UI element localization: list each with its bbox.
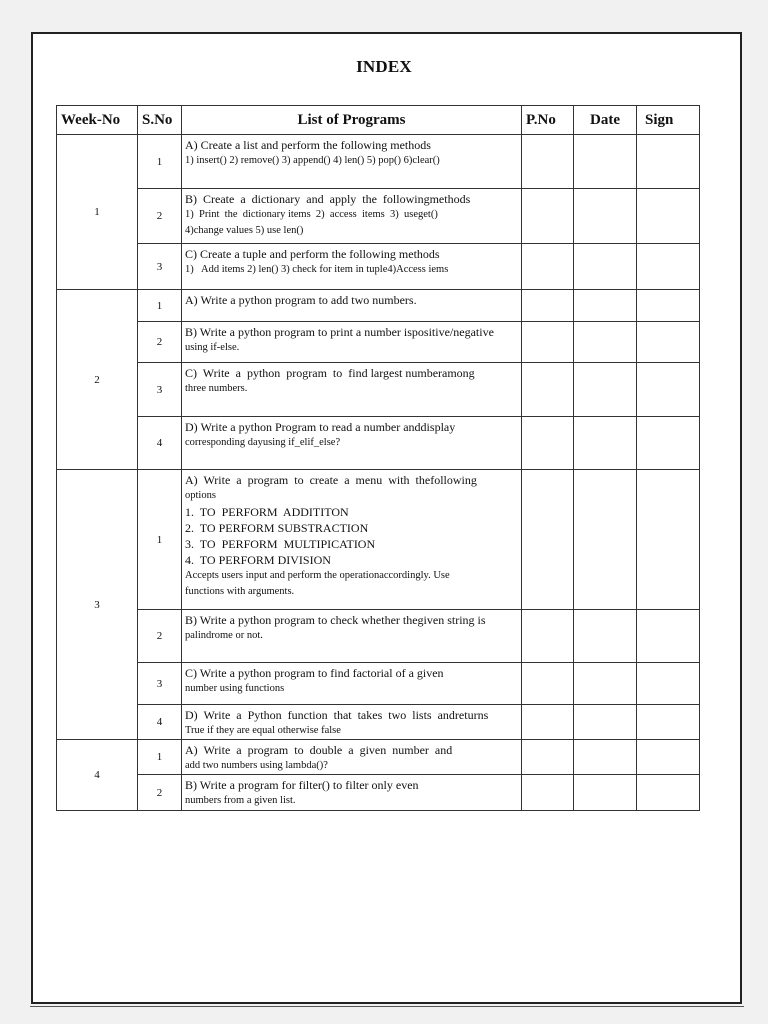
date-cell — [574, 740, 637, 775]
date-cell — [574, 705, 637, 740]
header-p-no: P.No — [522, 106, 574, 135]
table-row — [57, 363, 700, 417]
page-number-cell — [522, 135, 574, 189]
page-number-cell — [522, 417, 574, 470]
date-cell — [574, 322, 637, 363]
page-number-cell — [522, 189, 574, 244]
program-description-cell — [182, 417, 522, 470]
serial-number-cell: 3 — [138, 244, 182, 290]
program-description-cell — [182, 740, 522, 775]
page-number-cell — [522, 322, 574, 363]
date-cell — [574, 244, 637, 290]
program-text-line: options — [185, 490, 216, 501]
program-text-line: B) Create a dictionary and apply the followingmethods — [185, 192, 471, 206]
sign-cell — [637, 775, 700, 811]
program-description-cell — [182, 322, 522, 363]
sign-cell — [637, 135, 700, 189]
sign-cell — [637, 290, 700, 322]
program-description-cell — [182, 663, 522, 705]
date-cell — [574, 363, 637, 417]
week-number-cell: 2 — [57, 290, 138, 470]
sign-cell — [637, 705, 700, 740]
program-text-line: 1. TO PERFORM ADDITITON — [185, 505, 349, 519]
program-text-line: True if they are equal otherwise false — [185, 725, 341, 736]
program-text-line: 1) Print the dictionary items 2) access items 3) useget() — [185, 209, 438, 220]
program-text-line: C) Write a python program to find factorial of a given — [185, 666, 444, 680]
page-number-cell — [522, 705, 574, 740]
program-description-cell — [182, 470, 522, 610]
table-row — [57, 290, 700, 322]
program-text-line: 1) insert() 2) remove() 3) append() 4) len() 5) pop() 6)clear() — [185, 155, 440, 166]
page-number-cell — [522, 740, 574, 775]
date-cell — [574, 470, 637, 610]
date-cell — [574, 610, 637, 663]
page-number-cell — [522, 663, 574, 705]
program-text-line: D) Write a Python function that takes two lists andreturns — [185, 708, 489, 722]
program-text-line: using if-else. — [185, 342, 240, 353]
program-text-line: 3. TO PERFORM MULTIPICATION — [185, 537, 376, 551]
table-row — [57, 322, 700, 363]
program-text-line: 4. TO PERFORM DIVISION — [185, 553, 331, 567]
date-cell — [574, 189, 637, 244]
page-title: INDEX — [356, 57, 412, 76]
date-cell — [574, 135, 637, 189]
header-date: Date — [574, 106, 637, 135]
page-number-cell — [522, 610, 574, 663]
serial-number-cell: 4 — [138, 705, 182, 740]
header-sign: Sign — [637, 106, 700, 135]
program-description-cell — [182, 610, 522, 663]
program-description-cell — [182, 244, 522, 290]
page-number-cell — [522, 775, 574, 811]
program-text-line: B) Write a python program to print a number ispositive/negative — [185, 325, 494, 339]
serial-number-cell: 2 — [138, 322, 182, 363]
table-row — [57, 244, 700, 290]
program-text-line: corresponding dayusing if_elif_else? — [185, 437, 341, 448]
serial-number-cell: 1 — [138, 290, 182, 322]
serial-number-cell: 3 — [138, 663, 182, 705]
program-text-line: A) Write a python program to add two numbers. — [185, 293, 417, 307]
program-text-line: B) Write a python program to check whether thegiven string is — [185, 613, 486, 627]
program-text-line: add two numbers using lambda()? — [185, 760, 328, 771]
program-text-line: functions with arguments. — [185, 586, 295, 597]
sign-cell — [637, 189, 700, 244]
page-bottom-rule — [30, 1006, 744, 1007]
date-cell — [574, 417, 637, 470]
program-text-line: Accepts users input and perform the operationaccordingly. Use — [185, 570, 450, 581]
date-cell — [574, 663, 637, 705]
header-s-no: S.No — [138, 106, 182, 135]
sign-cell — [637, 322, 700, 363]
program-text-line: B) Write a program for filter() to filter only even — [185, 778, 419, 792]
program-text-line: three numbers. — [185, 383, 248, 394]
serial-number-cell: 2 — [138, 775, 182, 811]
table-row — [57, 775, 700, 811]
page-number-cell — [522, 290, 574, 322]
sign-cell — [637, 470, 700, 610]
program-text-line: C) Create a tuple and perform the following methods — [185, 247, 440, 261]
date-cell — [574, 290, 637, 322]
table-row — [57, 610, 700, 663]
sign-cell — [637, 417, 700, 470]
program-text-line: numbers from a given list. — [185, 795, 296, 806]
table-row — [57, 470, 700, 610]
program-text-line: A) Write a program to create a menu with thefollowing — [185, 473, 477, 487]
table-row — [57, 705, 700, 740]
program-text-line: D) Write a python Program to read a number anddisplay — [185, 420, 456, 434]
program-text-line: palindrome or not. — [185, 630, 263, 641]
program-text-line: A) Create a list and perform the following methods — [185, 138, 431, 152]
table-row — [57, 417, 700, 470]
serial-number-cell: 1 — [138, 470, 182, 610]
header-week-no: Week-No — [57, 106, 138, 135]
table-row — [57, 663, 700, 705]
program-text-line: number using functions — [185, 683, 285, 694]
serial-number-cell: 2 — [138, 189, 182, 244]
index-table — [56, 105, 700, 811]
sign-cell — [637, 244, 700, 290]
program-text-line: 1) Add items 2) len() 3) check for item in tuple4)Access iems — [185, 264, 449, 275]
week-number-cell: 4 — [57, 740, 138, 811]
serial-number-cell: 1 — [138, 740, 182, 775]
serial-number-cell: 2 — [138, 610, 182, 663]
serial-number-cell: 4 — [138, 417, 182, 470]
sign-cell — [637, 610, 700, 663]
table-row — [57, 740, 700, 775]
week-number-cell: 3 — [57, 470, 138, 740]
program-text-line: 2. TO PERFORM SUBSTRACTION — [185, 521, 369, 535]
header-row — [57, 106, 700, 135]
page-number-cell — [522, 470, 574, 610]
program-description-cell — [182, 775, 522, 811]
serial-number-cell: 1 — [138, 135, 182, 189]
index-table-body — [57, 135, 700, 811]
program-description-cell — [182, 290, 522, 322]
program-description-cell — [182, 363, 522, 417]
program-text-line: A) Write a program to double a given number and — [185, 743, 453, 757]
table-row — [57, 189, 700, 244]
program-text-line: C) Write a python program to find largest numberamong — [185, 366, 475, 380]
week-number-cell: 1 — [57, 135, 138, 290]
sign-cell — [637, 663, 700, 705]
date-cell — [574, 775, 637, 811]
table-row — [57, 135, 700, 189]
serial-number-cell: 3 — [138, 363, 182, 417]
header-list-of-programs: List of Programs — [182, 106, 522, 135]
program-text-line: 4)change values 5) use len() — [185, 225, 304, 236]
program-description-cell — [182, 189, 522, 244]
page-number-cell — [522, 244, 574, 290]
program-description-cell — [182, 705, 522, 740]
program-description-cell — [182, 135, 522, 189]
sign-cell — [637, 363, 700, 417]
sign-cell — [637, 740, 700, 775]
page-number-cell — [522, 363, 574, 417]
